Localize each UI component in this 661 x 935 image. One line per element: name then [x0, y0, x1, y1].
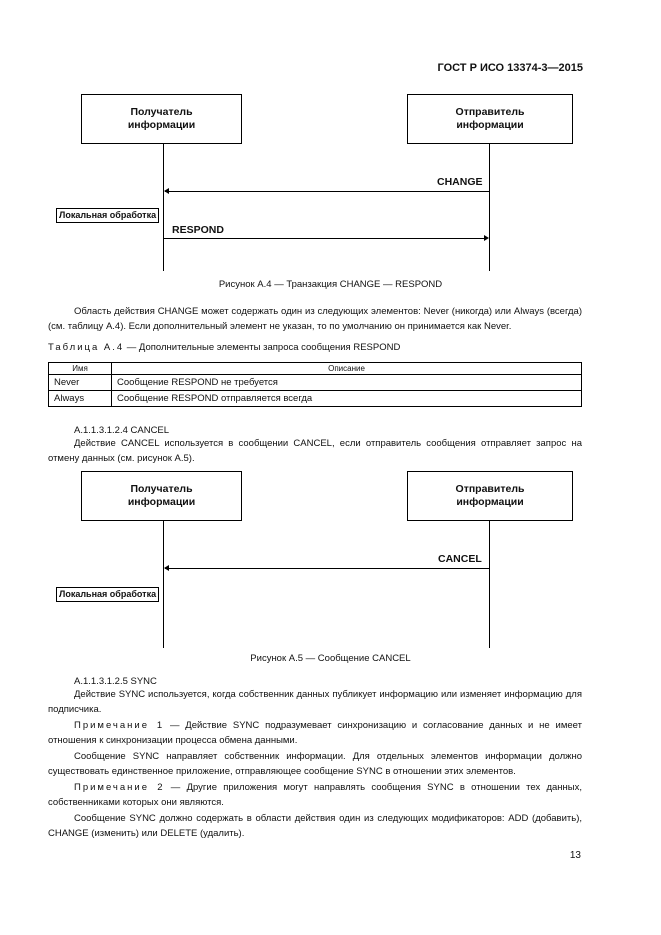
arrow-head-left: [164, 188, 169, 194]
change-message-label: CHANGE: [437, 176, 483, 188]
cancel-section-body: Действие CANCEL используется в сообщении CANCEL, если отправитель сообщения отправляет запрос на отмену данных (см. рисунок А.5).: [48, 438, 582, 464]
cancel-arrow: [165, 568, 489, 569]
sender-label: Отправитель информации: [455, 483, 525, 508]
respond-message-label: RESPOND: [172, 224, 224, 236]
sender-label: Отправитель информации: [455, 106, 525, 131]
paragraph-scope: [48, 304, 582, 334]
sync-section-text: [48, 687, 582, 717]
change-arrow: [165, 191, 489, 192]
figure-a4-caption: Рисунок А.4 — Транзакция CHANGE — RESPOND: [218, 279, 443, 290]
table-caption-label: Таблица А.4: [48, 342, 125, 353]
page-number: 13: [569, 850, 581, 861]
document-header: ГОСТ Р ИСО 13374-3—2015: [437, 62, 583, 74]
sync-paragraph-1-text: Сообщение SYNC направляет собственник информации. Для отдельных элементов информации должно существовать единственное приложение, отправляющее сообщение SYNC в отношении этих элементов.: [48, 751, 582, 777]
table-header-description: Описание: [112, 363, 582, 375]
note-2-text: — Другие приложения могут направлять сообщения SYNC в отношении тех данных, собственниками которых они являются.: [48, 782, 582, 808]
receiver-lifeline: [163, 520, 164, 648]
table-header-name: Имя: [49, 363, 112, 375]
local-processing-box: Локальная обработка: [56, 208, 159, 223]
receiver-box: [81, 471, 242, 521]
respond-elements-table: [48, 362, 582, 407]
sync-paragraph-2: [48, 811, 582, 841]
receiver-label: Получатель информации: [127, 483, 196, 508]
table-row: [49, 375, 582, 391]
table-cell: Never: [49, 375, 112, 391]
cancel-section-number-text: А.1.1.3.1.2.4 CANCEL: [74, 425, 170, 436]
receiver-label: Получатель информации: [127, 106, 196, 131]
respond-arrow: [164, 238, 486, 239]
table-cell: Always: [49, 391, 112, 407]
sender-lifeline: [489, 143, 490, 271]
table-row: [49, 391, 582, 407]
arrow-head-left: [164, 565, 169, 571]
sender-box: [407, 471, 573, 521]
arrow-head-right: [484, 235, 489, 241]
sync-section-number-text: А.1.1.3.1.2.5 SYNC: [74, 676, 157, 687]
sync-section-body: Действие SYNC используется, когда собственник данных публикует информацию или изменяет информацию для подписчика.: [48, 689, 582, 715]
sender-lifeline: [489, 520, 490, 648]
table-header-row: [49, 363, 582, 375]
table-caption-text: — Дополнительные элементы запроса сообщения RESPOND: [124, 342, 401, 353]
receiver-box: [81, 94, 242, 144]
table-cell: Сообщение RESPOND не требуется: [112, 375, 582, 391]
local-processing-box: Локальная обработка: [56, 587, 159, 602]
sync-note-1: [48, 718, 582, 748]
cancel-message-label: CANCEL: [438, 553, 482, 565]
table-cell: Сообщение RESPOND отправляется всегда: [112, 391, 582, 407]
paragraph-scope-text: Область действия CHANGE может содержать один из следующих элементов: Never (никогда) или Always (всегда) (см. таблицу А.4). Если дополнительный элемент не указан, то по умолчанию он принимается как Never.: [48, 306, 582, 332]
note-2-label: Примечание 2: [74, 782, 165, 793]
cancel-section-text: [48, 436, 582, 466]
note-1-text: — Действие SYNC подразумевает синхронизацию и согласование данных и не имеет отношения к синхронизации процесса обмена данными.: [48, 720, 582, 746]
sync-note-2: [48, 780, 582, 810]
table-caption: [48, 342, 400, 353]
receiver-lifeline: [163, 143, 164, 271]
sync-paragraph-1: [48, 749, 582, 779]
note-1-label: Примечание 1: [74, 720, 165, 731]
sender-box: [407, 94, 573, 144]
sync-paragraph-2-text: Сообщение SYNC должно содержать в области действия один из следующих модификаторов: ADD (добавить), CHANGE (изменить) или DELETE (удалить).: [48, 813, 582, 839]
figure-a5-caption: Рисунок А.5 — Сообщение CANCEL: [250, 653, 411, 664]
